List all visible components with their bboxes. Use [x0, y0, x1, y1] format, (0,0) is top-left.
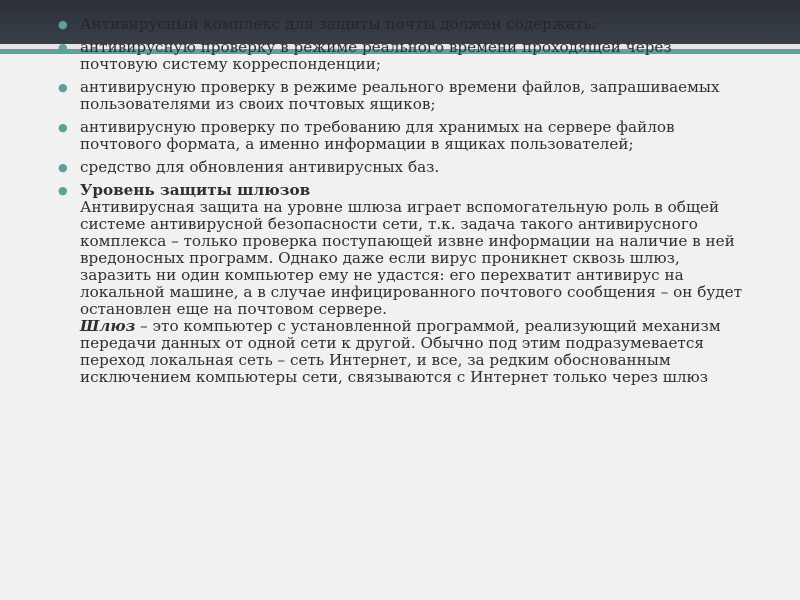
section-paragraph: Антивирусная защита на уровне шлюза играет вспомогательную роль в общей системе антивирусной безопасности сети, т.к. задача такого антивирусного комплекса – только проверка поступающей извне информации на наличие в ней вредоносных программ. Однако даже если вирус проникнет сквозь шлюз, заразить ни один компьютер ему не удастся: его перехватит антивирус на локальной машине, а в случае инфицированного почтового сообщения – он будет остановлен еще на почтовом сервере. — [80, 198, 743, 318]
intro-bullet-text: Антивирусный комплекс для защиты почты должен содержать: — [80, 15, 597, 33]
bullet-item-3 — [58, 119, 748, 153]
gateway-definition-block — [80, 318, 748, 386]
bullet-dot-icon: ● — [58, 41, 68, 54]
bullet-dot-icon: ● — [58, 121, 68, 134]
bullet-text-2: антивирусную проверку в режиме реального времени файлов, запрашиваемых пользователями из своих почтовых ящиков; — [80, 78, 720, 113]
bullet-dot-icon: ● — [58, 161, 68, 174]
bullet-item-4 — [58, 159, 748, 176]
bullet-item-2 — [58, 79, 748, 113]
bullet-item-1 — [58, 39, 748, 73]
bullet-text-1: антивирусную проверку в режиме реального времени проходящей через почтовую систему корреспонденции; — [80, 38, 672, 73]
bullet-dot-icon: ● — [58, 81, 68, 94]
intro-bullet-item — [58, 16, 748, 33]
bullet-dot-icon: ● — [58, 184, 68, 197]
gateway-section — [80, 182, 748, 386]
bullet-dot-icon: ● — [58, 18, 68, 31]
slide-content — [58, 16, 748, 392]
gateway-term: Шлюз — [80, 317, 136, 335]
section-bullet-item — [58, 182, 748, 386]
bullet-text-3: антивирусную проверку по требованию для хранимых на сервере файлов почтового формата, а именно информации в ящиках пользователей; — [80, 118, 675, 153]
gateway-definition: – это компьютер с установленной программой, реализующий механизм передачи данных от одной сети к другой. Обычно под этим подразумевается переход локальная сеть – сеть Интернет, и все, за редким обоснованным исключением компьютеры сети, связываются с Интернет только через шлюз — [80, 317, 721, 386]
bullet-text-4: средство для обновления антивирусных баз. — [80, 158, 440, 176]
section-heading: Уровень защиты шлюзов — [80, 181, 311, 199]
